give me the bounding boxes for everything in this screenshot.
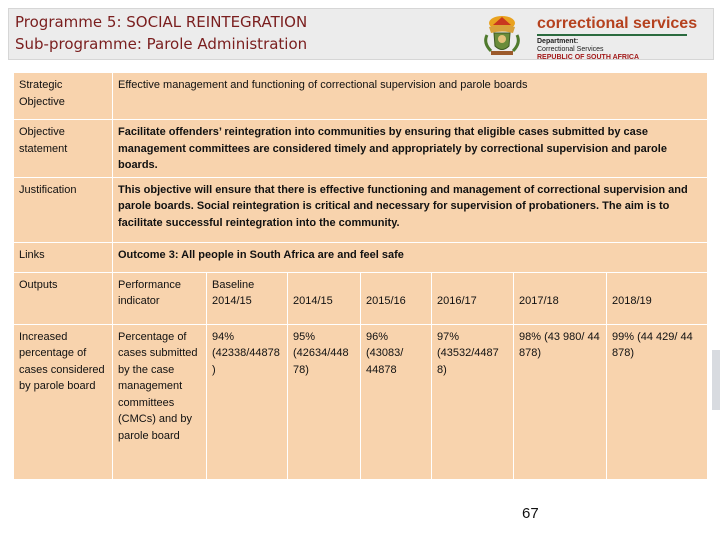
outputs-header: Outputs: [14, 272, 113, 324]
target-cell: 96% (43083/ 44878: [361, 324, 432, 479]
table-header-row: [14, 272, 708, 324]
year-header: 2018/19: [607, 272, 708, 324]
target-cell: 95% (42634/448 78): [288, 324, 361, 479]
strategic-objective-value: Effective management and functioning of correctional supervision and parole boards: [113, 73, 708, 120]
year-header: 2016/17: [432, 272, 514, 324]
baseline-cell: 94% (42338/44878 ): [207, 324, 288, 479]
brand-logo: [537, 15, 707, 62]
target-cell: 97% (43532/4487 8): [432, 324, 514, 479]
indicator-cell: Percentage of cases submitted by the case management committees (CMCs) and by parole board: [113, 324, 207, 479]
brand-name: correctional services: [537, 15, 698, 32]
brand-dept-label: Department:: [537, 38, 579, 45]
year-header: 2014/15: [288, 272, 361, 324]
programme-table: [13, 72, 708, 480]
year-header: 2017/18: [514, 272, 607, 324]
brand-divider: [537, 34, 687, 36]
justification-value: This objective will ensure that there is effective functioning and management of correctional supervision and parole boards. Social reintegration is critical and necessary for supervision of probationers. The aim is to facilitate successful reintegration into the community.: [113, 177, 708, 242]
coat-of-arms-icon: [479, 13, 525, 57]
target-cell: 99% (44 429/ 44 878): [607, 324, 708, 479]
links-value: Outcome 3: All people in South Africa are and feel safe: [113, 242, 708, 272]
table-row: [14, 177, 708, 242]
target-cell: 98% (43 980/ 44 878): [514, 324, 607, 479]
baseline-header: Baseline 2014/15: [207, 272, 288, 324]
row-label-justification: Justification: [14, 177, 113, 242]
brand-dept-name: Correctional Services: [537, 46, 604, 53]
year-header: 2015/16: [361, 272, 432, 324]
table-row: [14, 242, 708, 272]
objective-statement-value: Facilitate offenders’ reintegration into communities by ensuring that eligible cases submitted by case management committees are considered timely and appropriately by correctional supervision and parole boards.: [113, 120, 708, 178]
brand-country: REPUBLIC OF SOUTH AFRICA: [537, 54, 640, 61]
slide-subtitle: Sub-programme: Parole Administration: [15, 35, 308, 53]
output-cell: Increased percentage of cases considered by parole board: [14, 324, 113, 479]
edge-decoration: [712, 350, 720, 410]
row-label-objective-statement: Objective statement: [14, 120, 113, 178]
table-row: [14, 324, 708, 479]
slide-title: Programme 5: SOCIAL REINTEGRATION: [15, 13, 308, 31]
indicator-header: Performance indicator: [113, 272, 207, 324]
row-label-strategic-objective: Strategic Objective: [14, 73, 113, 120]
slide-header: [8, 8, 714, 60]
page-number: 67: [522, 505, 539, 522]
table-row: [14, 73, 708, 120]
table-row: [14, 120, 708, 178]
row-label-links: Links: [14, 242, 113, 272]
